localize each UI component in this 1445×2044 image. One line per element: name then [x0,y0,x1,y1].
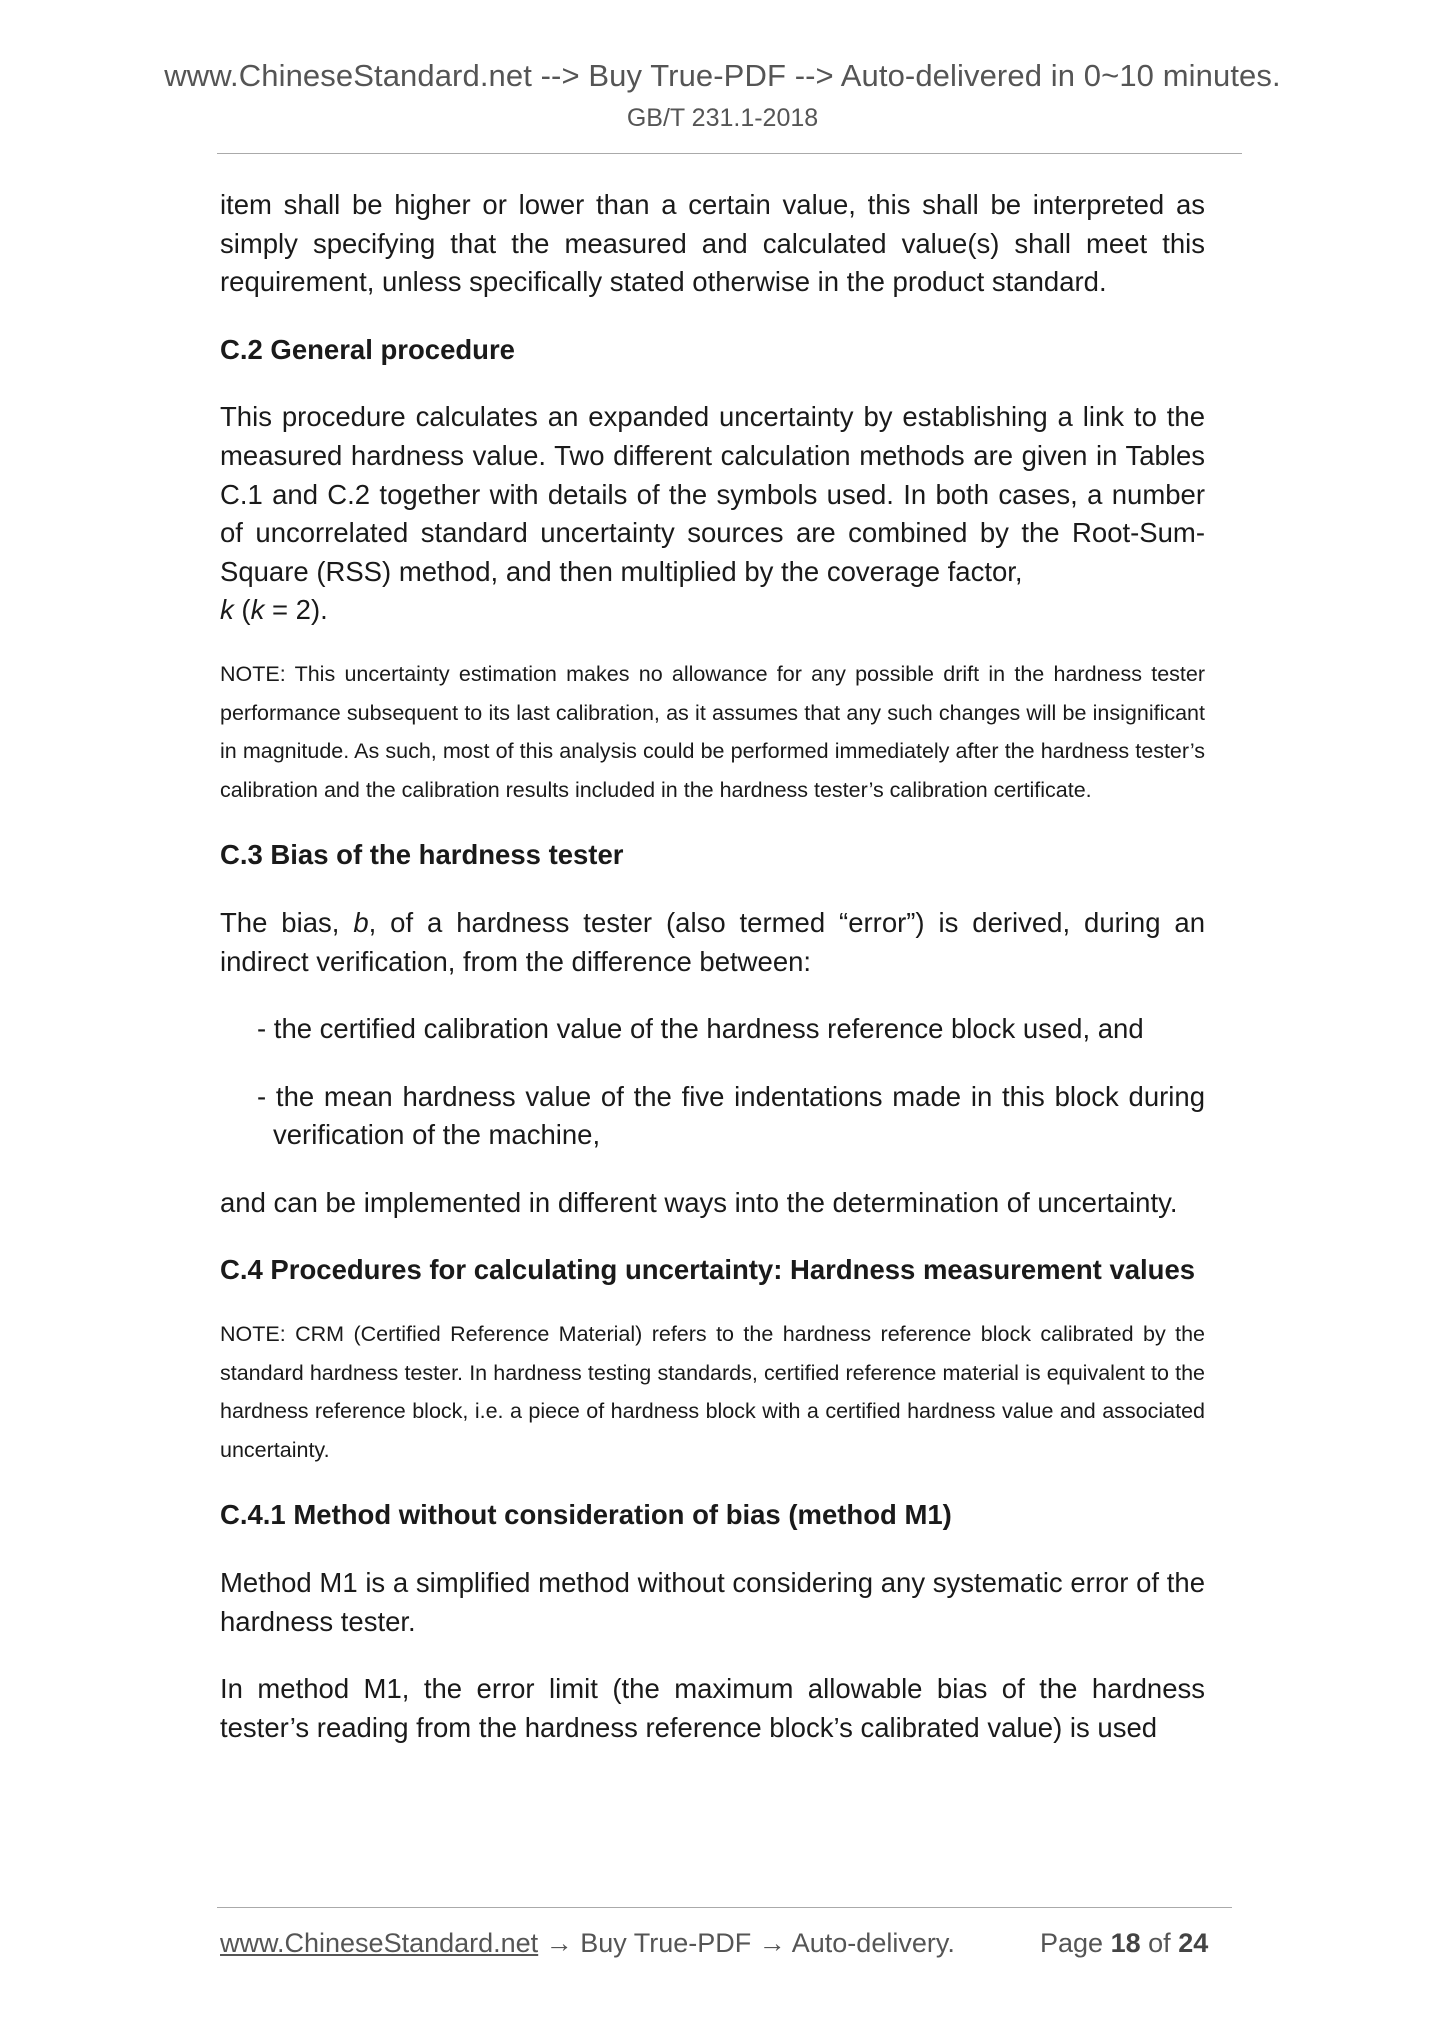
page-label: Page [1040,1928,1104,1958]
page-number: 18 [1110,1928,1141,1958]
footer-divider [217,1907,1232,1908]
c2-text: This procedure calculates an expanded uncertainty by establishing a link to the measured hardness value. Two different calculation methods are given in Tables C.1 and C.2 together with details of the symbols used. In both cases, a number of uncorrelated standard uncertainty sources are combined by the Root-Sum-Square (RSS) method, and then multiplied by the coverage factor, [220,401,1205,587]
document-body [220,186,1205,1747]
footer-auto-text: Auto-delivery. [791,1928,955,1958]
standard-code: GB/T 231.1-2018 [626,104,819,132]
header-banner: www.ChineseStandard.net --> Buy True-PDF --> Auto-delivered in 0~10 minutes. [164,58,1281,93]
c2-k-symbol-2: k [250,594,265,626]
list-item: - the certified calibration value of the hardness reference block used, and [257,1013,1144,1045]
c3-b-symbol: b [353,906,369,938]
page-total: 24 [1178,1928,1209,1958]
footer-links [220,1928,955,1959]
section-c41-heading: C.4.1 Method without consideration of bias (method M1) [220,1499,952,1531]
c2-k-symbol: k [220,594,234,626]
of-label: of [1148,1928,1171,1958]
arrow-right-icon: → [538,1928,581,1958]
section-c3-heading: C.3 Bias of the hardness tester [220,839,624,871]
section-c41-paragraph-1: Method M1 is a simplified method without considering any systematic error of the hardness tester. [220,1567,1205,1637]
footer-buy-text: Buy True-PDF [580,1928,752,1958]
c3-text-b: , of a hardness tester (also termed “error”) is derived, during an indirect verification, from the difference between: [220,906,1205,977]
section-c2-paragraph [220,398,1205,630]
header-divider [217,153,1242,154]
section-c3-paragraph [220,904,1205,981]
section-c2-note: NOTE: This uncertainty estimation makes no allowance for any possible drift in the hardness tester performance subsequent to its last calibration, as it assumes that any such changes will be insignificant in magnitude. As such, most of this analysis could be performed immediately after the hardness tester’s calibration and the calibration results included in the hardness tester’s calibration certificate. [220,661,1205,802]
c3-text-a: The bias, [220,906,354,938]
section-c41-paragraph-2: In method M1, the error limit (the maximum allowable bias of the hardness tester’s reading from the hardness reference block’s calibrated value) is used [220,1673,1205,1743]
section-c4-heading: C.4 Procedures for calculating uncertainty: Hardness measurement values [220,1254,1196,1286]
intro-paragraph: item shall be higher or lower than a certain value, this shall be interpreted as simply specifying that the measured and calculated value(s) shall meet this requirement, unless specifically stated otherwise in the product standard. [220,189,1205,298]
c2-paren-open: ( [233,594,251,626]
list-item: - the mean hardness value of the five indentations made in this block during verification of the machine, [257,1080,1205,1151]
page-indicator [1040,1928,1208,1959]
arrow-right-icon: → [751,1928,792,1958]
c2-k-value: = 2). [264,594,328,626]
section-c3-closing: and can be implemented in different ways into the determination of uncertainty. [220,1186,1178,1218]
footer-site-link[interactable]: www.ChineseStandard.net [220,1928,539,1958]
section-c2-heading: C.2 General procedure [220,333,515,365]
section-c4-note: NOTE: CRM (Certified Reference Material) refers to the hardness reference block calibrated by the standard hardness tester. In hardness testing standards, certified reference material is equivalent to the hardness reference block, i.e. a piece of hardness block with a certified hardness value and associated uncertainty. [220,1322,1205,1462]
